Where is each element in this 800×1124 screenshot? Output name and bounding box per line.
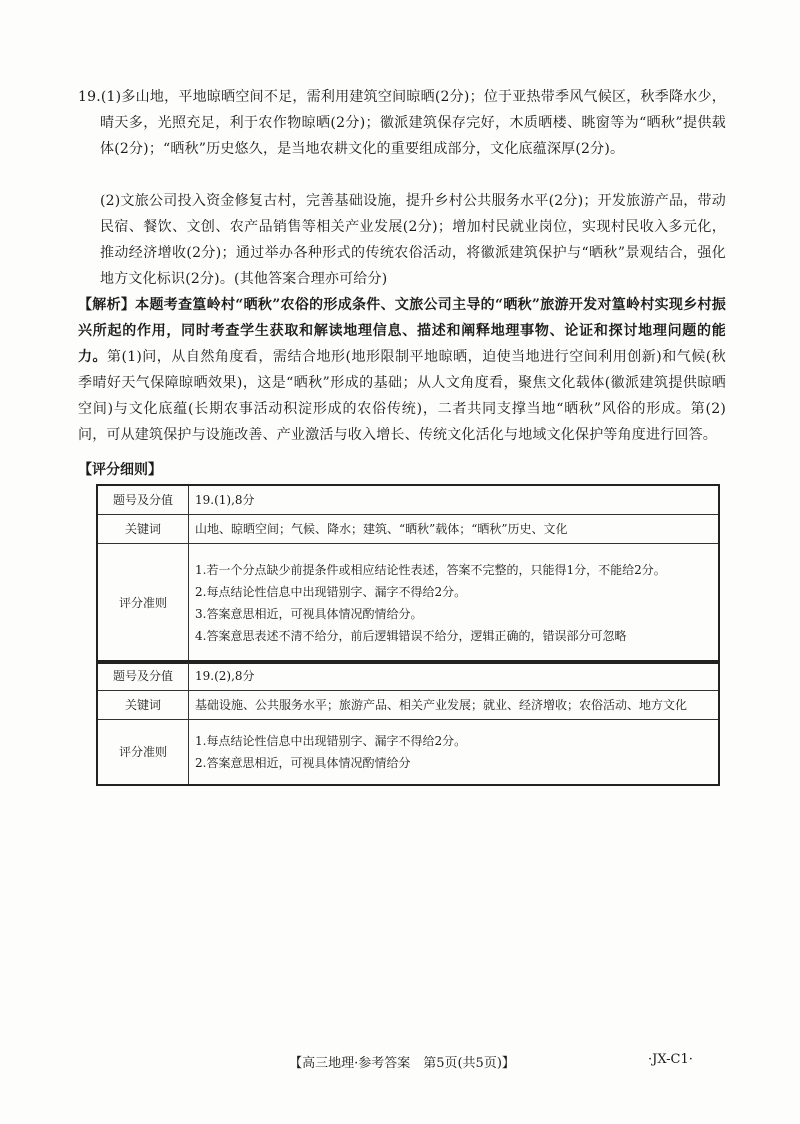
answer-part1	[78, 84, 726, 162]
score-label: 题号及分值	[97, 661, 189, 691]
criteria-item: 2.每点结论性信息中出现错别字、漏字不得给2分。	[195, 585, 467, 599]
criteria-item: 1.每点结论性信息中出现错别字、漏字不得给2分。	[195, 734, 467, 748]
keywords-value: 山地、晾晒空间；气候、降水；建筑、“晒秋”载体；“晒秋”历史、文化	[189, 515, 720, 544]
table-row	[97, 720, 719, 786]
analysis-body: 第(1)问，从自然角度看，需结合地形(地形限制平地晾晒，迫使当地进行空间利用创新)和气候(秋季晴好天气保障晾晒效果)，这是“晒秋”形成的基础；从人文角度看，聚焦文化载体(徽派建筑提供晾晒空间)与文化底蕴(长期农事活动积淀形成的农俗传统)，二者共同支撑当地“晒秋”风俗的形成。第(2)问，可从建筑保护与设施改善、产业激活与收入增长、传统文化活化与地域文化保护等角度进行回答。	[78, 349, 726, 443]
rubric-table-2	[96, 660, 720, 786]
keywords-label: 关键词	[97, 691, 189, 720]
table-row	[97, 691, 719, 720]
table-row	[97, 544, 719, 664]
criteria-item: 3.答案意思相近，可视具体情况酌情给分。	[195, 607, 423, 621]
table-row	[97, 485, 719, 515]
keywords-label: 关键词	[97, 515, 189, 544]
table-row	[97, 661, 719, 691]
criteria-label: 评分准则	[97, 544, 189, 664]
criteria-item: 1.若一个分点缺少前提条件或相应结论性表述，答案不完整的，只能得1分，不能给2分。	[195, 563, 666, 577]
analysis-heading: 【解析】本题考查篁岭村“晒秋”农俗的形成条件、文旅公司主导的“晒秋”旅游开发对篁岭村实现乡村振兴所起的作用，同时考查学生获取和解读地理信息、描述和阐释地理事物、论证和探讨地理问题的能力。	[78, 297, 726, 365]
footer-page-info: 【高三地理·参考答案 第5页(共5页)】	[289, 1056, 515, 1071]
rubric-title: 【评分细则】	[78, 462, 162, 478]
keywords-value: 基础设施、公共服务水平；旅游产品、相关产业发展；就业、经济增收；农俗活动、地方文化	[189, 691, 720, 720]
answer-part1-text: (1)多山地，平地晾晒空间不足，需利用建筑空间晾晒(2分)；位于亚热带季风气候区，秋季降水少，晴天多，光照充足，利于农作物晾晒(2分)；徽派建筑保存完好，木质晒楼、眺窗等为“晒秋”提供载体(2分)；“晒秋”历史悠久，是当地农耕文化的重要组成部分，文化底蕴深厚(2分)。	[100, 89, 726, 157]
answer-part2-text: (2)文旅公司投入资金修复古村，完善基础设施，提升乡村公共服务水平(2分)；开发旅游产品，带动民宿、餐饮、文创、农产品销售等相关产业发展(2分)；增加村民就业岗位，实现村民收入多元化，推动经济增收(2分)；通过举办各种形式的传统农俗活动，将徽派建筑保护与“晒秋”景观结合，强化地方文化标识(2分)。(其他答案合理亦可给分)	[100, 193, 726, 287]
criteria-list	[189, 720, 720, 786]
rubric-table-1	[96, 484, 720, 664]
table-row	[97, 515, 719, 544]
answer-part2	[78, 188, 726, 292]
criteria-list	[189, 544, 720, 664]
footer-code: ·JX-C1·	[648, 1052, 693, 1067]
criteria-item: 2.答案意思相近，可视具体情况酌情给分	[195, 756, 411, 770]
score-label: 题号及分值	[97, 485, 189, 515]
analysis-section	[78, 292, 726, 448]
score-value: 19.(1),8分	[189, 485, 720, 515]
score-value: 19.(2),8分	[189, 661, 720, 691]
criteria-label: 评分准则	[97, 720, 189, 786]
criteria-item: 4.答案意思表述不清不给分，前后逻辑错误不给分，逻辑正确的，错误部分可忽略	[195, 629, 627, 643]
question-number: 19.	[78, 89, 101, 105]
